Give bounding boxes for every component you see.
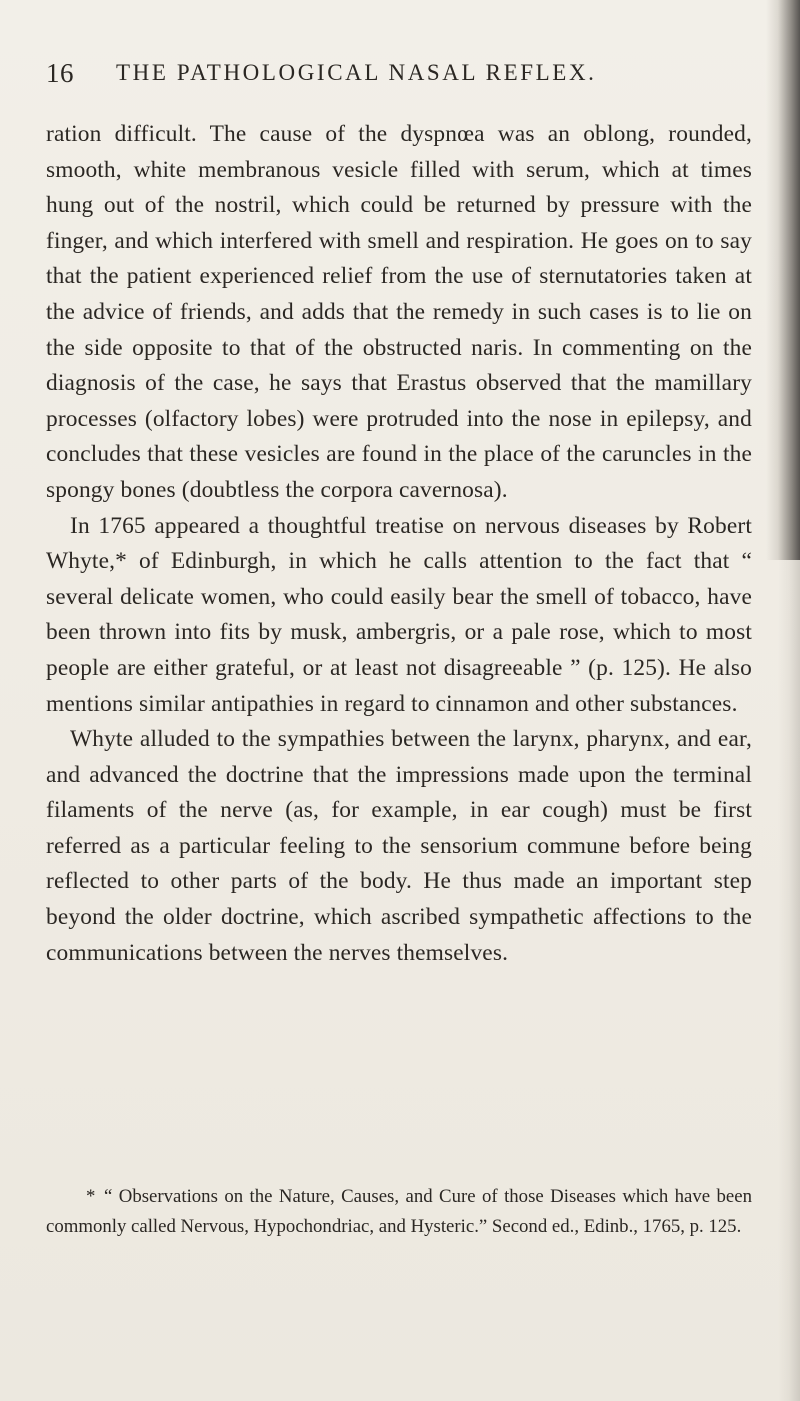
footnote-marker: * [86,1186,96,1207]
paragraph-whyte-sympathies: Whyte alluded to the sympathies between the larynx, pharynx, and ear, and advanced the doctrine that the impressions made upon the terminal filaments of the nerve (as, for example, in ear cough) must be first referred as a particular feeling to the sensorium commune before being reflected to other parts of the body. He thus made an important step beyond the older doctrine, which ascribed sympathetic affections to the communications between the nerves themselves. [46,726,752,966]
page-number: 16 [46,58,74,88]
paragraph-whyte-treatise: In 1765 appeared a thoughtful treatise on nervous diseases by Robert Whyte,* of Edinburgh, in which he calls attention to the fact that “ several delicate women, who could easily bear the smell of tobacco, have been thrown into fits by musk, ambergris, or a pale rose, which to most people are either grateful, or at least not disagreeable ” (p. 125). He also mentions similar antipathies in regard to cinnamon and other substances. [46,512,752,717]
body-text [46,117,752,971]
footnote-text: “ Observations on the Nature, Causes, and Cure of those Diseases which have been commonly called Nervous, Hypochondriac, and Hysteric.” Second ed., Edinb., 1765, p. 125. [46,1186,752,1237]
page-edge-shadow-lower [778,560,800,1401]
page-header [46,58,736,98]
running-title: THE PATHOLOGICAL NASAL REFLEX. [116,60,597,85]
footnote [46,1182,752,1241]
paragraph-continuation: ration difficult. The cause of the dyspnœa was an oblong, rounded, smooth, white membranous vesicle filled with serum, which at times hung out of the nostril, which could be returned by pressure with the finger, and which interfered with smell and respiration. He goes on to say that the patient experienced relief from the use of sternutatories taken at the advice of friends, and adds that the remedy in such cases is to lie on the side opposite to that of the obstructed naris. In commenting on the diagnosis of the case, he says that Erastus observed that the mamillary processes (olfactory lobes) were protruded into the nose in epilepsy, and concludes that these vesicles are found in the place of the caruncles in the spongy bones (doubtless the corpora cavernosa). [46,121,752,503]
page-edge-shadow [766,0,800,560]
